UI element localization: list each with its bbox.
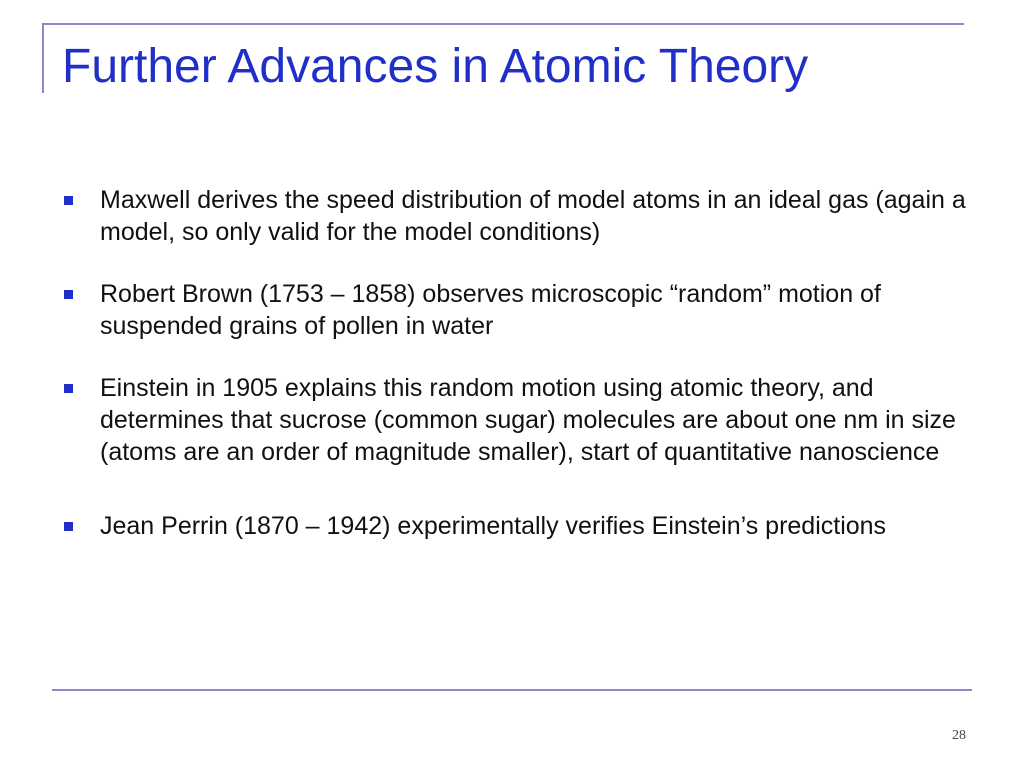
square-bullet-icon xyxy=(64,290,73,299)
bullet-item-perrin xyxy=(64,510,974,542)
bullet-text: Robert Brown (1753 – 1858) observes microscopic “random” motion of suspended grains of pollen in water xyxy=(100,280,881,340)
page-number: 28 xyxy=(952,728,966,743)
bullet-item-einstein xyxy=(64,372,974,468)
bullet-text: Maxwell derives the speed distribution of model atoms in an ideal gas (again a model, so only valid for the model conditions) xyxy=(100,186,966,246)
bullet-text: Jean Perrin (1870 – 1942) experimentally verifies Einstein’s predictions xyxy=(100,512,887,540)
square-bullet-icon xyxy=(64,522,73,531)
square-bullet-icon xyxy=(64,196,73,205)
bullet-text: Einstein in 1905 explains this random motion using atomic theory, and determines that sucrose (common sugar) molecules are about one nm in size (atoms are an order of magnitude smaller), start of quantitative nanoscience xyxy=(100,374,956,466)
bullet-list xyxy=(64,184,974,542)
slide-title: Further Advances in Atomic Theory xyxy=(62,40,809,93)
title-frame-top-rule xyxy=(42,23,964,25)
bullet-item-brown xyxy=(64,278,974,342)
bullet-item-maxwell xyxy=(64,184,974,248)
footer-rule xyxy=(52,689,972,691)
title-frame-left-rule xyxy=(42,23,44,93)
square-bullet-icon xyxy=(64,384,73,393)
